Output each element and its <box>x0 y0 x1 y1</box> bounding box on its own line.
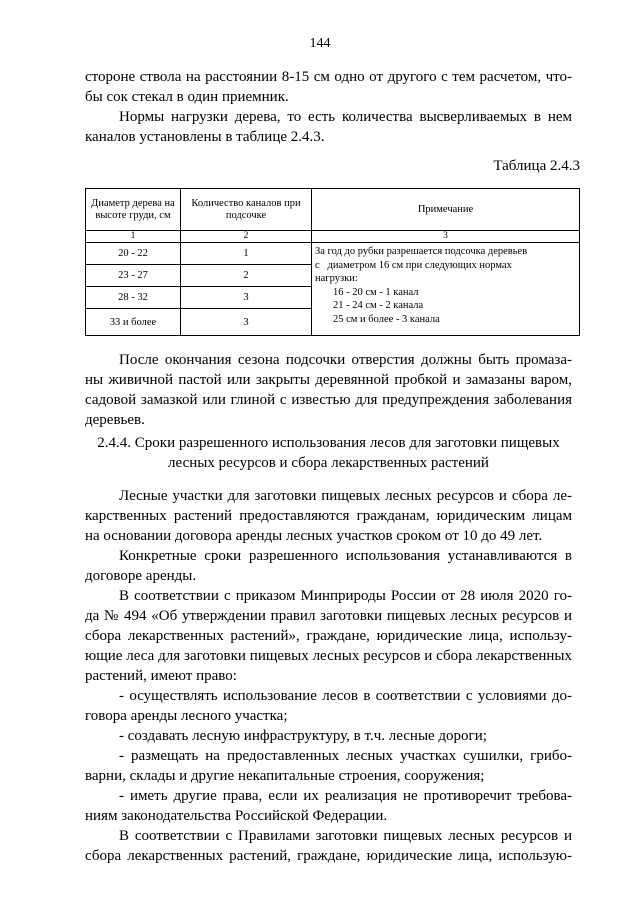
header-channels: Количество каналов при подсочке <box>181 189 312 231</box>
note-line: нагрузки: <box>315 273 358 284</box>
note-line: 25 см и более - 3 канала <box>333 313 440 325</box>
channels-cell: 3 <box>181 309 312 336</box>
index-cell: 3 <box>312 231 580 243</box>
paragraph-line: сбора лекарственных растений, граждане, юридические лица, использую- <box>85 848 572 864</box>
paragraph-line: - иметь другие права, если их реализация не противоречит требова- <box>119 788 572 804</box>
paragraph-line: ниям законодательства Российской Федерации. <box>85 808 388 824</box>
paragraph-line: - размещать на предоставленных лесных участках сушилки, грибо- <box>119 748 572 764</box>
section-heading: 2.4.4. Сроки разрешенного использования лесов для заготовки пищевых <box>97 435 560 451</box>
paragraph-line: Конкретные сроки разрешенного использования устанавливаются в <box>119 548 572 564</box>
paragraph-line: карственных растений предоставляются гражданам, юридическим лицам <box>85 508 572 524</box>
page-number: 144 <box>309 36 331 51</box>
table-caption: Таблица 2.4.3 <box>493 158 580 174</box>
paragraph-line: В соответствии с Правилами заготовки пищевых лесных ресурсов и <box>119 828 572 844</box>
paragraph-line: ющие леса для заготовки пищевых лесных ресурсов и сбора лекарственных <box>85 648 572 664</box>
paragraph-line: на основании договора аренды лесных участков сроком от 10 до 49 лет. <box>85 528 543 544</box>
paragraph-line: - осуществлять использование лесов в соответствии с условиями до- <box>119 688 572 704</box>
paragraph-line: После окончания сезона подсочки отверстия должны быть промаза- <box>119 352 572 368</box>
header-note: Примечание <box>312 189 580 231</box>
norms-table <box>85 188 580 336</box>
paragraph-line: каналов установлены в таблице 2.4.3. <box>85 129 325 145</box>
section-heading: лесных ресурсов и сбора лекарственных растений <box>168 455 489 471</box>
channels-cell: 3 <box>181 287 312 309</box>
paragraph-line: Нормы нагрузки дерева, то есть количества высверливаемых в нем <box>119 109 572 125</box>
paragraph-line: растений, имеют право: <box>85 668 237 684</box>
channels-cell: 1 <box>181 243 312 265</box>
paragraph-line: сбора лекарственных растений», граждане, юридические лица, использу- <box>85 628 572 644</box>
paragraph-line: В соответствии с приказом Минприроды России от 28 июля 2020 го- <box>119 588 572 604</box>
table-row <box>86 243 580 265</box>
channels-cell: 2 <box>181 265 312 287</box>
note-line: За год до рубки разрешается подсочка деревьев <box>315 246 528 257</box>
paragraph-line: деревьев. <box>85 412 145 428</box>
paragraph-line: стороне ствола на расстоянии 8-15 см одно от другого с тем расчетом, что- <box>85 69 572 85</box>
note-cell <box>312 243 580 336</box>
paragraph-line: ны живичной пастой или закрыты деревянной пробкой и замазаны варом, <box>85 372 572 388</box>
diameter-cell: 23 - 27 <box>86 265 181 287</box>
paragraph-line: Лесные участки для заготовки пищевых лесных ресурсов и сбора ле- <box>119 488 572 504</box>
note-line: 16 - 20 см - 1 канал <box>333 286 419 298</box>
index-cell: 1 <box>86 231 181 243</box>
table-header-row <box>86 189 580 231</box>
paragraph-line: варни, склады и другие некапитальные строения, сооружения; <box>85 768 485 784</box>
paragraph-line: садовой замазкой или глиной с известью для предупреждения заболевания <box>85 392 572 408</box>
paragraph-line: - создавать лесную инфраструктуру, в т.ч. лесные дороги; <box>119 728 487 744</box>
paragraph-line: да № 494 «Об утверждении правил заготовки пищевых лесных ресурсов и <box>85 608 572 624</box>
paragraph-line: договоре аренды. <box>85 568 197 584</box>
note-line: 21 - 24 см - 2 канала <box>333 300 424 311</box>
diameter-cell: 28 - 32 <box>86 287 181 309</box>
index-cell: 2 <box>181 231 312 243</box>
diameter-cell: 20 - 22 <box>86 243 181 265</box>
paragraph-line: бы сок стекал в один приемник. <box>85 89 289 105</box>
diameter-cell: 33 и более <box>86 309 181 336</box>
header-diameter: Диаметр дерева на высоте груди, см <box>86 189 181 231</box>
table-index-row <box>86 231 580 243</box>
note-line: с диаметром 16 см при следующих нормах <box>315 259 512 271</box>
paragraph-line: говора аренды лесного участка; <box>85 708 288 724</box>
